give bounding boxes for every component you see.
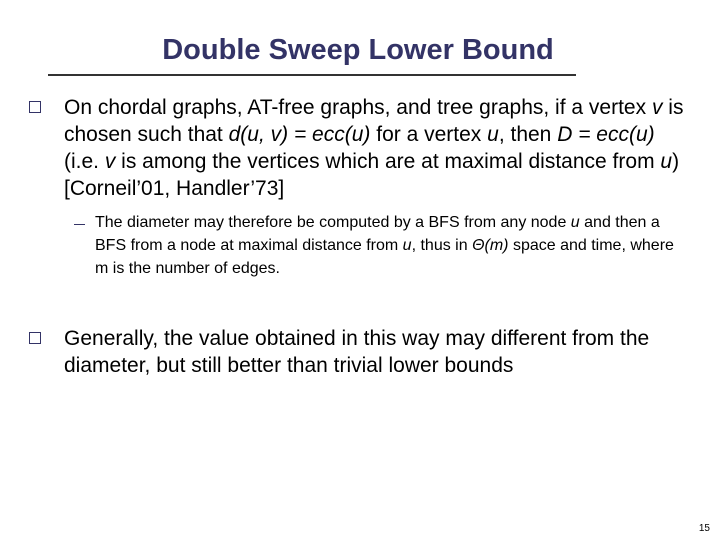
bullet-item-1 [29,94,689,202]
square-bullet-icon [29,332,41,344]
square-bullet-icon [29,101,41,113]
bullet-text-1: On chordal graphs, AT-free graphs, and tree graphs, if a vertex v is chosen such that d(u, v) = ecc(u) for a vertex u, then D = ecc(u) (i.e. v is among the vertices which are at maximal distance from u) [Corneil’01, Handler’73] [64,96,684,200]
sub-bullet-text-1: The diameter may therefore be computed by a BFS from any node u and then a BFS from a node at maximal distance from u, thus in Θ(m) space and time, where m is the number of edges. [95,214,674,277]
bullet-item-2 [29,325,689,379]
page-number: 15 [698,523,710,534]
bullet-text-2: Generally, the value obtained in this way may different from the diameter, but still better than trivial lower bounds [64,327,650,377]
title-underline [48,74,576,76]
slide-title: Double Sweep Lower Bound [162,34,554,66]
dash-bullet-icon [74,224,85,225]
sub-bullet-item-1 [74,211,684,280]
